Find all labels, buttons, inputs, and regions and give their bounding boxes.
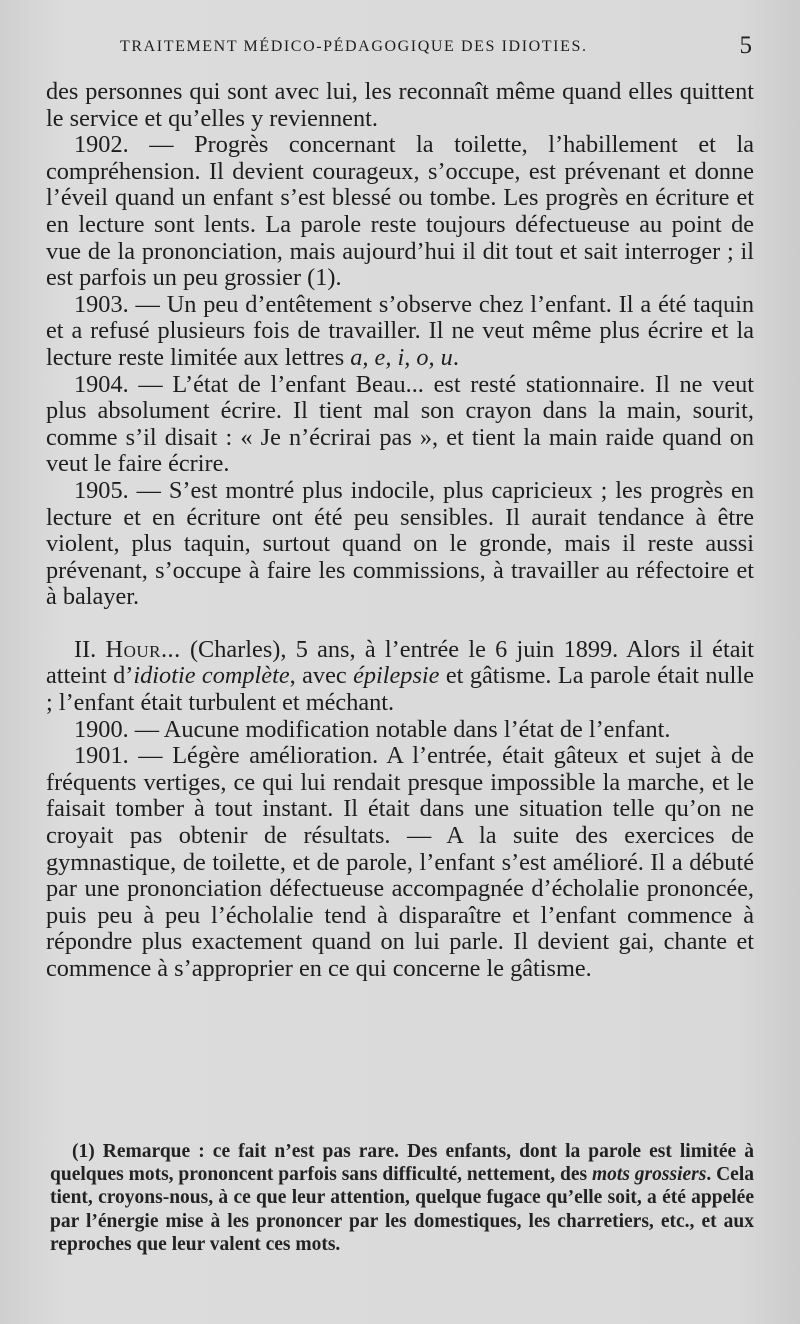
paragraph-1905 [46, 478, 754, 611]
paragraph-1901 [46, 743, 754, 982]
page-number: 5 [739, 32, 752, 59]
paragraph-text: 1900. — Aucune modification notable dans l’état de l’enfant. [74, 715, 671, 743]
paragraph-1900 [46, 717, 754, 744]
paragraph-text: 1903. — Un peu d’entêtement s’observe chez l’enfant. Il a été taquin et a refusé plusieurs fois de travailler. Il ne veut même plus écrire et la lecture reste limitée aux lettres [46, 290, 754, 371]
paragraph-1902 [46, 132, 754, 292]
case-name: Hour... [105, 635, 181, 663]
case-text: et gâtisme. La parole était nulle ; l’enfant était turbulent et méchant. [46, 662, 754, 717]
paragraph-text: 1905. — S’est montré plus indocile, plus capricieux ; les progrès en lecture et en écriture ont été peu sensibles. Il aurait tendance à être violent, plus taquin, surtout quand on le gronde, mais il reste aussi prévenant, s’occupe à faire les commissions, à travailler au réfectoire et à balayer. [46, 476, 754, 611]
paragraph-italic: a, e, i, o, u [350, 343, 453, 371]
footnotes [50, 1140, 754, 1256]
running-title: TRAITEMENT MÉDICO-PÉDAGOGIQUE DES IDIOTIES. [120, 38, 588, 55]
case-heading-paragraph [46, 637, 754, 717]
case-italic: épilepsie [353, 662, 440, 690]
paragraph-continuation [46, 79, 754, 132]
paragraph-text: 1902. — Progrès concernant la toilette, l’habillement et la compréhension. Il devient courageux, s’occupe, est prévenant et donne l’éveil quand un enfant s’est blessé ou tombe. Les progrès en écriture et en lecture sont lents. La parole reste toujours défectueuse au point de vue de la prononciation, mais aujourd’hui il dit tout et sait interroger ; il est parfois un peu grossier (1). [46, 131, 754, 292]
paragraph-1903 [46, 292, 754, 372]
case-text: (Charles), 5 ans, à l’entrée le 6 juin 1899. Alors il était atteint d’ [46, 635, 754, 690]
case-text: , avec [289, 662, 354, 690]
case-number: II. [74, 635, 97, 663]
paragraph-tail: . [452, 343, 459, 371]
footnote-1 [50, 1140, 754, 1256]
paragraph-text: 1901. — Légère amélioration. A l’entrée, était gâteux et sujet à de fréquents vertiges, ce qui lui rendait presque impossible la marche, et le faisait tomber à tout instant. Il était dans une situation telle qu’on ne croyait pas obtenir de résultats. — A la suite des exercices de gymnastique, de toilette, et de parole, l’enfant s’est amélioré. Il a débuté par une prononciation défectueuse accompagnée d’écholalie prononcée, puis peu à peu l’écholalie tend à disparaître et l’enfant commence à répondre plus exactement quand on lui parle. Il devient gai, chante et commence à s’approprier en ce qui concerne le gâtisme. [46, 742, 754, 982]
footnote-text: . Cela tient, croyons-nous, à ce que leur attention, quelque fugace qu’elle soit, a été appelée par l’énergie mise à les prononcer par les domestiques, les charretiers, etc., et aux reproches que leur valent ces mots. [50, 1164, 754, 1255]
case-italic: idiotie complète [133, 662, 290, 690]
running-head [46, 34, 754, 62]
footnote-text: (1) Remarque : ce fait n’est pas rare. Des enfants, dont la parole est limitée à quelques mots, prononcent parfois sans difficulté, nettement, des [50, 1141, 754, 1186]
paragraph-text: des personnes qui sont avec lui, les reconnaît même quand elles quittent le service et qu’elles y reviennent. [46, 78, 754, 132]
footnote-italic: mots grossiers [591, 1164, 707, 1186]
paragraph-text: 1904. — L’état de l’enfant Beau... est resté stationnaire. Il ne veut plus absolument écrire. Il tient mal son crayon dans la main, sourit, comme s’il disait : « Je n’écrirai pas », et tient la main raide quand on veut le faire écrire. [46, 370, 754, 478]
paragraph-1904 [46, 372, 754, 478]
body-text [46, 79, 754, 983]
